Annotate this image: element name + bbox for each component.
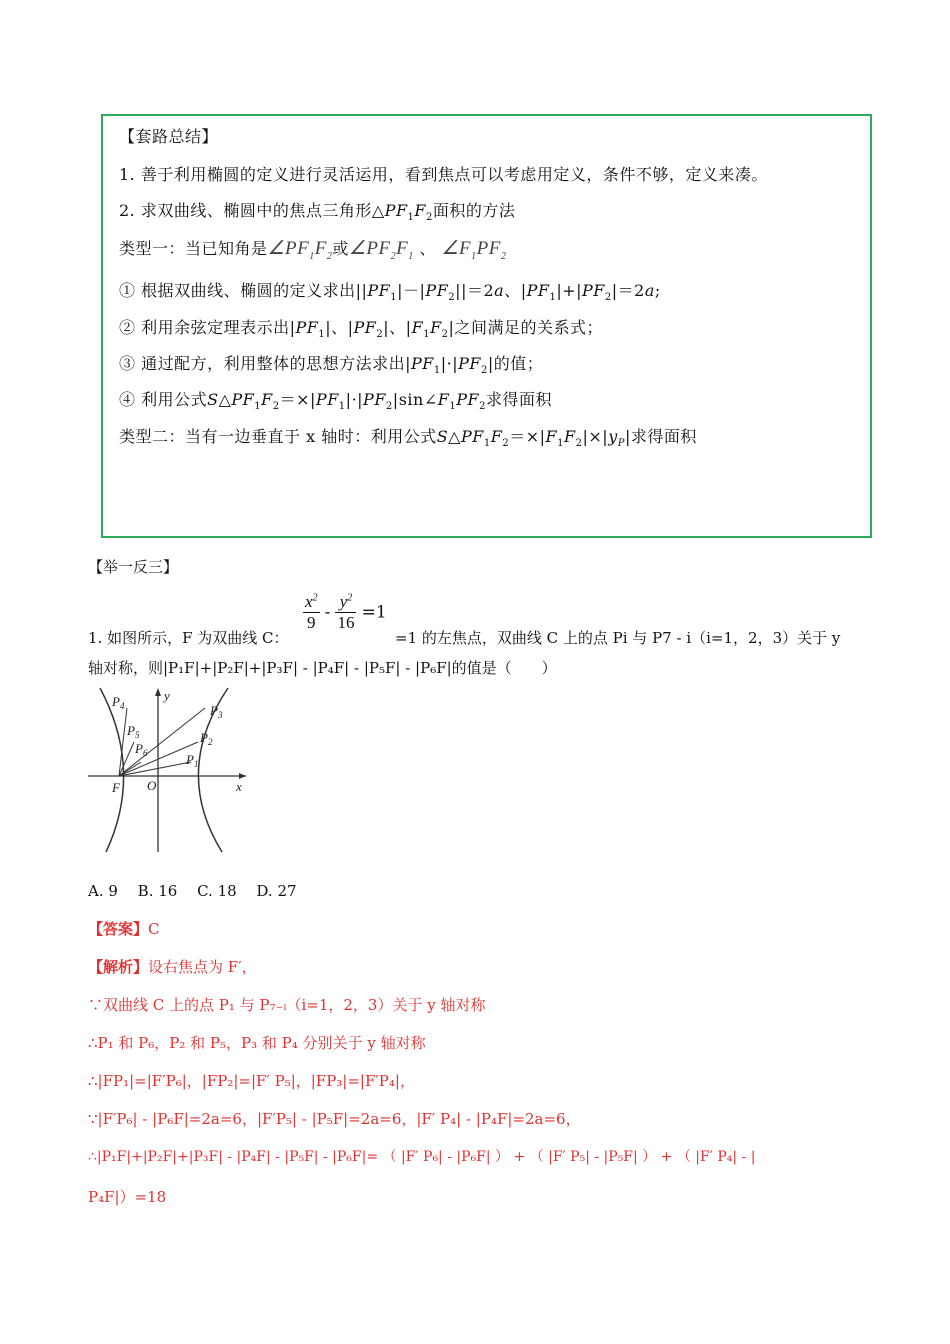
step-2: ② 利用余弦定理表示出$|PF_1|$、$|PF_2|$、$|F_1F_2|$之间满足的关系式； bbox=[119, 318, 603, 341]
focus-label: F bbox=[112, 780, 120, 795]
analysis-line-3: ∴|FP₁|=|F′P₆|，|FP₂|=|F′ P₅|，|FP₃|=|F′P₄|， bbox=[88, 1072, 415, 1090]
fraction-y: $\frac{y^2}{16}$ bbox=[337, 592, 355, 632]
p4-label: $P_4$ bbox=[112, 694, 125, 711]
example-heading: 【举一反三】 bbox=[88, 558, 179, 576]
type-one-line: 类型一：当已知角是$\angle PF_1F_2$或$\angle PF_2F_1$ 、 $\angle F_1PF_2$ bbox=[119, 238, 507, 262]
analysis-line-6: P₄F|）=18 bbox=[88, 1188, 167, 1206]
analysis-line-4: ∵|F′P₆| - |P₆F|=2a=6，|F′P₅| - |P₅F|=2a=6，|F′ P₄| - |P₄F|=2a=6， bbox=[88, 1110, 581, 1128]
y-label: y bbox=[164, 688, 170, 703]
answer-label: 【答案】 bbox=[88, 920, 149, 938]
fraction-x: $\frac{x^2}{9}$ bbox=[305, 592, 318, 632]
p6-label: $P_6$ bbox=[135, 741, 148, 758]
hyperbola-equation: $\frac{x^2}{9}$ - $\frac{y^2}{16}$ =1 bbox=[305, 592, 387, 632]
summary-line-2: 2. 求双曲线、椭圆中的焦点三角形$\triangle PF_1F_2$面积的方法 bbox=[119, 201, 516, 224]
type-two-line: 类型二：当有一边垂直于 x 轴时：利用公式$S\triangle PF_1F_2=\times|F_1F_2|\times|y_P|$求得面积 bbox=[119, 427, 697, 450]
analysis-line-2: ∴P₁ 和 P₆，P₂ 和 P₅，P₃ 和 P₄ 分别关于 y 轴对称 bbox=[88, 1034, 426, 1052]
answer-value: C bbox=[148, 920, 160, 938]
question-line-2: 轴对称，则|P₁F|+|P₂F|+|P₃F| - |P₄F| - |P₅F| - |P₆F|的值是（ ） bbox=[88, 659, 557, 677]
p5-label: $P_5$ bbox=[127, 723, 140, 740]
summary-heading: 【套路总结】 bbox=[119, 127, 219, 146]
question-mid: =1 的左焦点，双曲线 C 上的点 Pi 与 P7 - i（i=1，2，3）关于 y bbox=[395, 629, 841, 647]
p1-label: $P_1$ bbox=[186, 752, 199, 769]
question-prefix: 1. 如图所示，F 为双曲线 C： bbox=[88, 629, 289, 647]
step-4: ④ 利用公式$S\triangle PF_1F_2=\times|PF_1|\cdot|PF_2|\sin\angle F_1PF_2$求得面积 bbox=[119, 390, 552, 413]
step-3: ③ 通过配方，利用整体的思想方法求出$|PF_1|\cdot|PF_2|$的值； bbox=[119, 354, 544, 377]
analysis-label: 【解析】 bbox=[88, 958, 149, 976]
summary-line-1: 1. 善于利用椭圆的定义进行灵活运用，看到焦点可以考虑用定义，条件不够，定义来凑。 bbox=[119, 165, 768, 184]
step-1: ① 根据双曲线、椭圆的定义求出$||PF_1|-|PF_2||=2a$、$|PF_1|+|PF_2|=2a$; bbox=[119, 281, 661, 304]
answer-options: A. 9 B. 16 C. 18 D. 27 bbox=[88, 882, 297, 900]
analysis-line: 【解析】设右焦点为 F′， bbox=[88, 958, 257, 976]
answer-line bbox=[88, 918, 160, 939]
x-label: x bbox=[236, 779, 242, 794]
y-axis-arrow bbox=[155, 688, 161, 696]
hyperbola-figure bbox=[86, 686, 248, 854]
summary-box bbox=[101, 114, 872, 538]
p3-label: $P_3$ bbox=[210, 703, 223, 720]
analysis-line-1: ∵双曲线 C 上的点 P₁ 与 P₇₋ᵢ（i=1，2，3）关于 y 轴对称 bbox=[88, 996, 486, 1014]
analysis-line-5: ∴|P₁F|+|P₂F|+|P₃F| - |P₄F| - |P₅F| - |P₆F|= （ |F′ P₆| - |P₆F| ） + （ |F′ P₅| - |P₅F| ） + （ |F′ P₄| - | bbox=[88, 1149, 756, 1165]
p2-label: $P_2$ bbox=[200, 730, 213, 747]
origin-label: O bbox=[147, 778, 157, 793]
